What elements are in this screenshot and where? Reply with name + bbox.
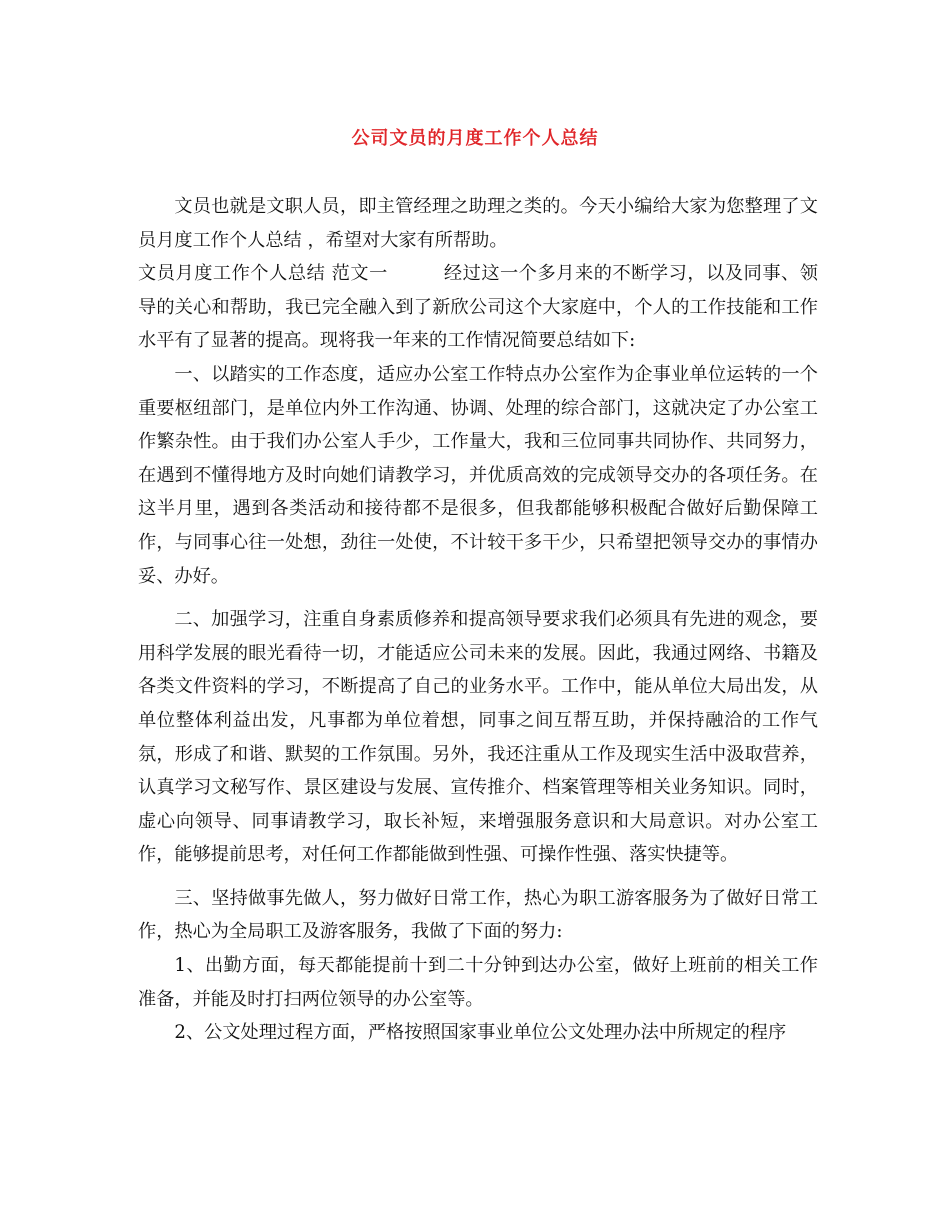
- section-2-paragraph: 二、加强学习，注重自身素质修养和提高领导要求我们必须具有先进的观念，要用科学发展的眼光看待一切，才能适应公司未来的发展。因此，我通过网络、书籍及各类文件资料的学习，不断提高了自己的业务水平。工作中，能从单位大局出发，从单位整体利益出发，凡事都为单位着想，同事之间互帮互助，并保持融洽的工作气氛，形成了和谐、默契的工作氛围。另外，我还注重从工作及现实生活中汲取营养，认真学习文秘写作、景区建设与发展、宣传推介、档案管理等相关业务知识。同时，虚心向领导、同事请教学习，取长补短，来增强服务意识和大局意识。对办公室工作，能够提前思考，对任何工作都能做到性强、可操作性强、落实快捷等。: [138, 609, 818, 866]
- section-3-paragraph: 三、坚持做事先做人，努力做好日常工作，热心为职工游客服务为了做好日常工作，热心为全局职工及游客服务，我做了下面的努力:: [138, 887, 818, 943]
- sample-opening-text: 经过这一个多月来的不断学习，以及同事、领导的关心和帮助，我已完全融入到了新欣公司这个大家庭中，个人的工作技能和工作水平有了显著的提高。现将我一年来的工作情况简要总结如下:: [138, 263, 818, 352]
- section-1-paragraph: 一、以踏实的工作态度，适应办公室工作特点办公室作为企事业单位运转的一个重要枢纽部门，是单位内外工作沟通、协调、处理的综合部门，这就决定了办公室工作繁杂性。由于我们办公室人手少，工作量大，我和三位同事共同协作、共同努力，在遇到不懂得地方及时向她们请教学习，并优质高效的完成领导交办的各项任务。在这半月里，遇到各类活动和接待都不是很多，但我都能够积极配合做好后勤保障工作，与同事心往一处想，劲往一处使，不计较干多干少，只希望把领导交办的事情办妥、办好。: [138, 363, 818, 587]
- document-title: 公司文员的月度工作个人总结: [351, 128, 599, 149]
- intro-paragraph: 文员也就是文职人员，即主管经理之助理之类的。今天小编给大家为您整理了文员月度工作个人总结 ，希望对大家有所帮助。: [138, 196, 818, 251]
- item-2-paragraph: 2、公文处理过程方面，严格按照国家事业单位公文处理办法中所规定的程序: [174, 1022, 787, 1044]
- document-body: [138, 190, 818, 1050]
- sample-paragraph: [138, 257, 818, 358]
- item-1-paragraph: 1、出勤方面，每天都能提前十到二十分钟到达办公室，做好上班前的相关工作准备，并能及时打扫两位领导的办公室等。: [138, 955, 818, 1010]
- sample-label: 文员月度工作个人总结 范文一: [138, 263, 388, 285]
